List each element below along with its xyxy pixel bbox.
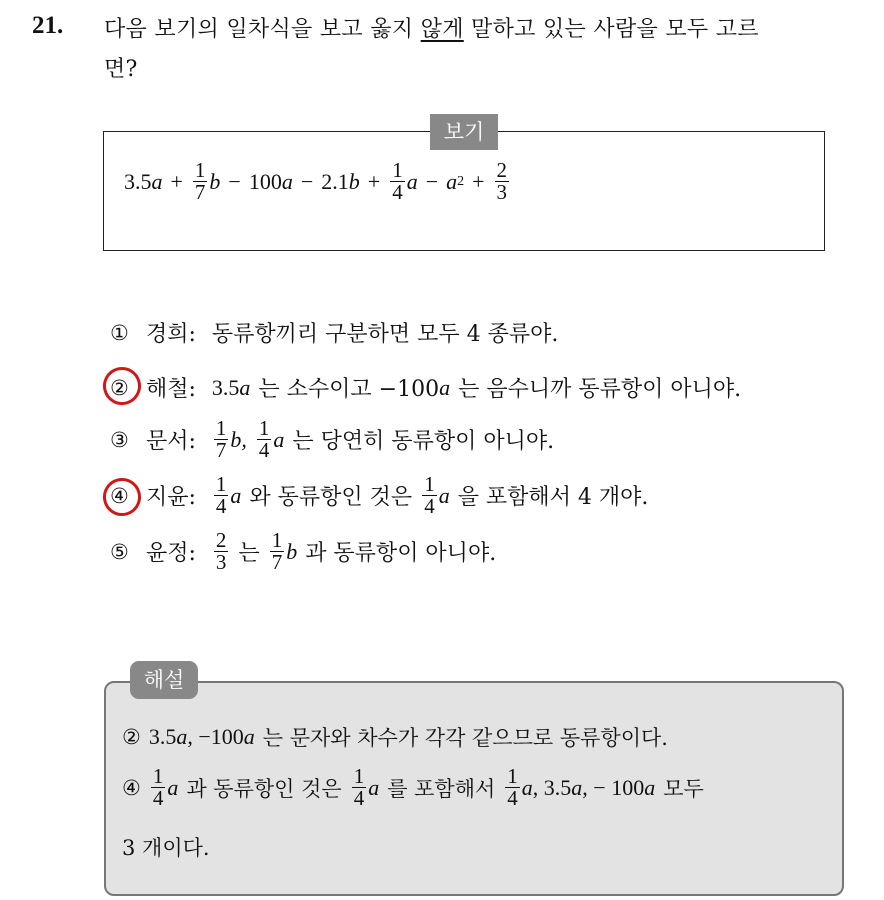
option-1[interactable]: ① 경희: 동류항끼리 구분하면 모두 4 종류야.	[110, 320, 559, 347]
option-3[interactable]: ③ 문서: $\frac{1}{7}$ b, $\frac{1}{4}$ a 는 당연히 동류항이 아니야.	[110, 416, 555, 462]
option-5[interactable]: ⑤ 윤정: $\frac{2}{3}$ 는 $\frac{1}{7}$ b 과 동류항이 아니야.	[110, 528, 497, 574]
fraction: $\frac{1}{4}$	[392, 158, 403, 204]
solution-line-2: ④ $\frac{1}{4}$ a 과 동류항인 것은 $\frac{1}{4}$ a 를 포함해서 $\frac{1}{4}$ a , 3.5 a , − 100 a 모두	[122, 764, 704, 810]
option-2[interactable]: ② 해철: 3.5 a 는 소수이고 −100 a 는 음수니까 동류항이 아니야.	[110, 374, 742, 402]
underlined-word: 않게	[420, 17, 464, 42]
bogi-expression: 3.5 a + $\frac{1}{7}$ b − 100 a − 2.1 b + $\frac{1}{4}$ a − a 2 + $\frac{2}{3}$	[124, 158, 508, 204]
fraction: $\frac{1}{7}$	[194, 158, 206, 204]
question-number: 21.	[32, 12, 64, 39]
fraction: $\frac{2}{3}$	[496, 158, 508, 204]
solution-label: 해설	[130, 661, 198, 699]
bogi-label: 보기	[430, 114, 498, 150]
question-line-1: 다음 보기의 일차식을 보고 옳지 않게 말하고 있는 사람을 모두 고르	[104, 17, 759, 42]
solution-line-1: ② 3.5 a , −100 a 는 문자와 차수가 각각 같으므로 동류항이다.	[122, 724, 668, 750]
solution-line-3: 3 개이다.	[122, 836, 210, 860]
option-4[interactable]: ④ 지윤: $\frac{1}{4}$ a 와 동류항인 것은 $\frac{1}{4}$ a 을 포함해서 4 개야.	[110, 472, 649, 518]
question-line-2: 면?	[104, 57, 138, 82]
